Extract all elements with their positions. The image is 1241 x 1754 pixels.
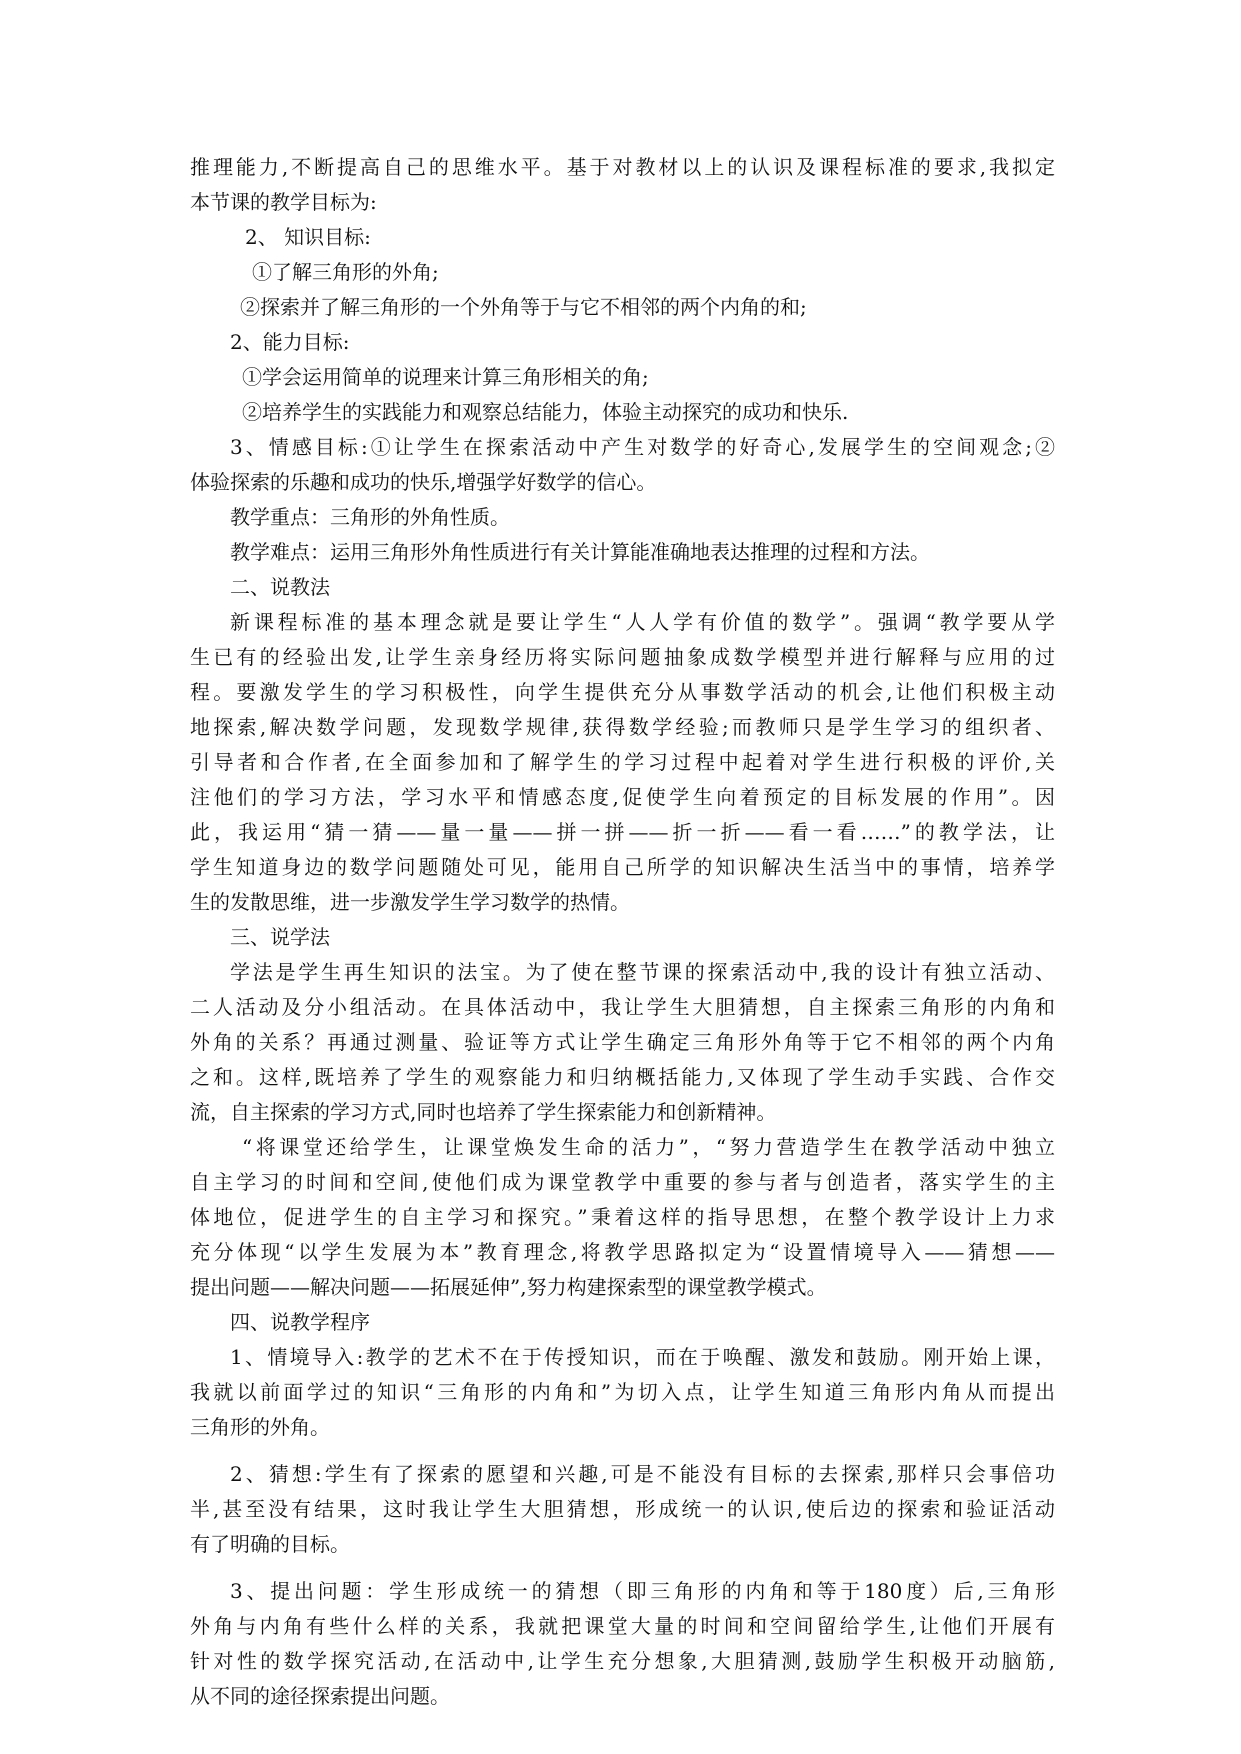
text-line: 教学难点：运用三角形外角性质进行有关计算能准确地表达推理的过程和方法。 [230,540,930,564]
text-line: 二人活动及分小组活动。在具体活动中，我让学生大胆猜想，自主探索三角形的内角和 [190,995,1055,1019]
text-line: 1、情境导入:教学的艺术不在于传授知识，而在于唤醒、激发和鼓励。刚开始上课， [230,1345,1055,1369]
text-line: 有了明确的目标。 [190,1532,350,1556]
list-item: ②探索并了解三角形的一个外角等于与它不相邻的两个内角的和; [240,295,807,319]
text-line: 学生知道身边的数学问题随处可见，能用自己所学的知识解决生活当中的事情，培养学 [190,855,1055,879]
text-line: 新课程标准的基本理念就是要让学生“人人学有价值的数学”。强调“教学要从学 [230,610,1055,634]
text-line: 学法是学生再生知识的法宝。为了使在整节课的探索活动中,我的设计有独立活动、 [230,960,1055,984]
text-line: 推理能力,不断提高自己的思维水平。基于对教材以上的认识及课程标准的要求,我拟定 [190,155,1055,179]
text-line: 外角与内角有些什么样的关系，我就把课堂大量的时间和空间留给学生,让他们开展有 [190,1614,1055,1638]
text-line: 针对性的数学探究活动,在活动中,让学生充分想象,大胆猜测,鼓励学生积极开动脑筋, [190,1649,1055,1673]
text-line: 此，我运用“猜一猜——量一量——拼一拼——折一折——看一看……”的教学法，让 [190,820,1055,844]
list-item: ①了解三角形的外角; [252,260,439,284]
text-line: 生的发散思维，进一步激发学生学习数学的热情。 [190,890,630,914]
section-heading: 2、 知识目标: [245,225,371,249]
list-item: ②培养学生的实践能力和观察总结能力，体验主动探究的成功和快乐. [242,400,849,424]
text-line: “将课堂还给学生，让课堂焕发生命的活力”，“努力营造学生在教学活动中独立 [242,1135,1055,1159]
text-line: 2、猜想:学生有了探索的愿望和兴趣,可是不能没有目标的去探索,那样只会事倍功 [230,1462,1055,1486]
section-heading: 四、说教学程序 [230,1310,370,1334]
text-line: 充分体现“以学生发展为本”教育理念,将教学思路拟定为“设置情境导入——猜想—— [190,1240,1055,1264]
text-line: 体验探索的乐趣和成功的快乐,增强学好数学的信心。 [190,470,657,494]
list-item: ①学会运用简单的说理来计算三角形相关的角; [242,365,649,389]
text-line: 体地位，促进学生的自主学习和探究。”秉着这样的指导思想，在整个教学设计上力求 [190,1205,1055,1229]
text-line: 自主学习的时间和空间,使他们成为课堂教学中重要的参与者与创造者，落实学生的主 [190,1170,1055,1194]
text-line: 3、提出问题：学生形成统一的猜想（即三角形的内角和等于180度）后,三角形 [230,1579,1055,1603]
text-line: 教学重点：三角形的外角性质。 [230,505,510,529]
section-heading: 三、说学法 [230,925,330,949]
text-line: 外角的关系？再通过测量、验证等方式让学生确定三角形外角等于它不相邻的两个内角 [190,1030,1055,1054]
text-line: 之和。这样,既培养了学生的观察能力和归纳概括能力,又体现了学生动手实践、合作交 [190,1065,1055,1089]
text-line: 半,甚至没有结果，这时我让学生大胆猜想，形成统一的认识,使后边的探索和验证活动 [190,1497,1055,1521]
text-line: 流，自主探索的学习方式,同时也培养了学生探索能力和创新精神。 [190,1100,777,1124]
section-heading: 二、说教法 [230,575,330,599]
text-line: 引导者和合作者,在全面参加和了解学生的学习过程中起着对学生进行积极的评价,关 [190,750,1055,774]
text-line: 三角形的外角。 [190,1415,330,1439]
section-heading: 2、能力目标: [230,330,350,354]
text-line: 提出问题——解决问题——拓展延伸”,努力构建探索型的课堂教学模式。 [190,1275,827,1299]
text-line: 地探索,解决数学问题，发现数学规律,获得数学经验;而教师只是学生学习的组织者、 [190,715,1055,739]
text-line: 从不同的途径探索提出问题。 [190,1684,450,1708]
text-line: 注他们的学习方法，学习水平和情感态度,促使学生向着预定的目标发展的作用”。因 [190,785,1055,809]
text-line: 本节课的教学目标为: [190,190,377,214]
text-line: 程。要激发学生的学习积极性，向学生提供充分从事数学活动的机会,让他们积极主动 [190,680,1055,704]
text-line: 我就以前面学过的知识“三角形的内角和”为切入点，让学生知道三角形内角从而提出 [190,1380,1055,1404]
text-line: 3、情感目标:①让学生在探索活动中产生对数学的好奇心,发展学生的空间观念;② [230,435,1055,459]
document-page [190,150,1055,1714]
text-line: 生已有的经验出发,让学生亲身经历将实际问题抽象成数学模型并进行解释与应用的过 [190,645,1055,669]
